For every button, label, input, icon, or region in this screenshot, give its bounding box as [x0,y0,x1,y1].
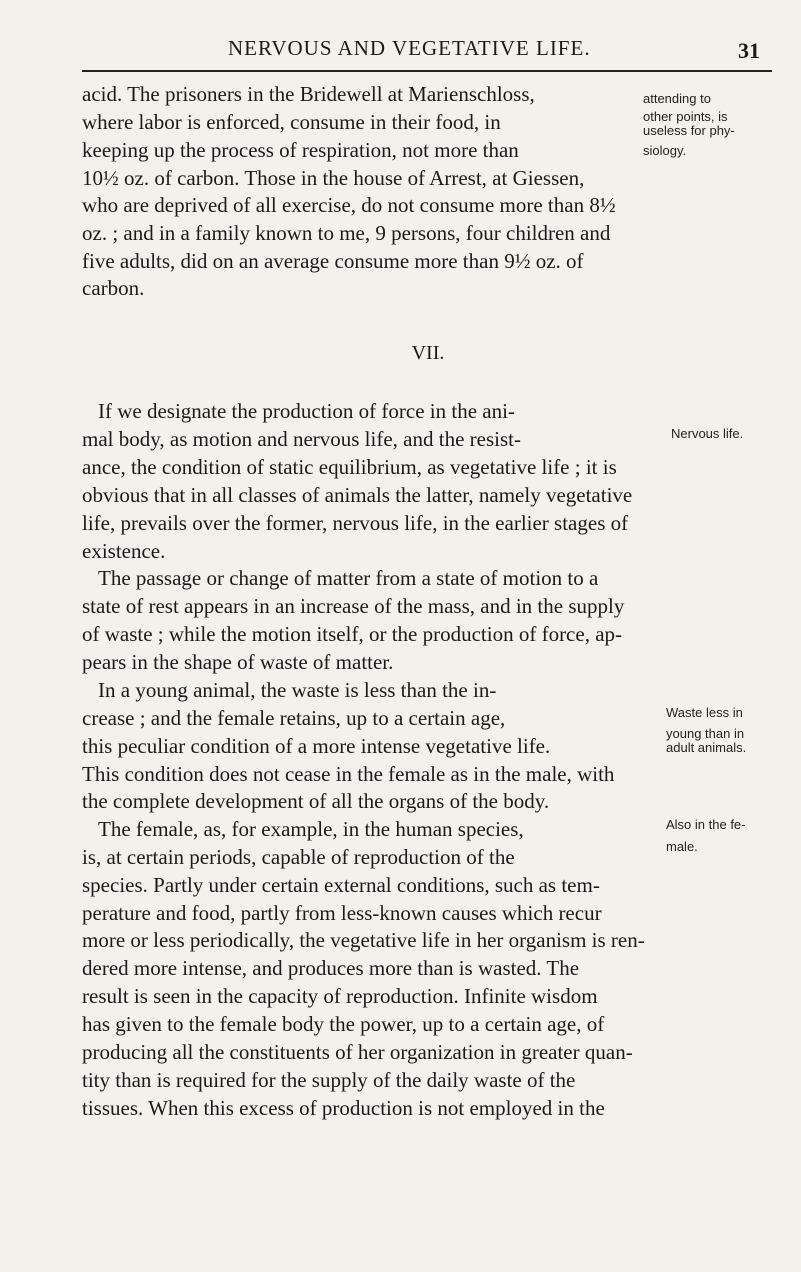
margin-note: siology. [643,143,687,158]
margin-note: Nervous life. [671,426,744,441]
text-line: obvious that in all classes of animals the latter, namely vegetative [82,483,633,507]
header-rule [82,70,772,72]
margin-note: Waste less in [666,705,743,720]
text-line: more or less periodically, the vegetative life in her organism is ren- [82,928,645,952]
text-line: life, prevails over the former, nervous life, in the earlier stages of [82,511,629,535]
section-number: VII. [411,342,445,364]
text-line: carbon. [82,276,145,300]
text-line: is, at certain periods, capable of reproduction of the [82,845,515,869]
text-line: The passage or change of matter from a state of motion to a [98,566,599,590]
text-line: of waste ; while the motion itself, or the production of force, ap- [82,622,623,646]
margin-note: young than in [666,726,745,741]
text-line: crease ; and the female retains, up to a certain age, [82,706,506,730]
text-line: pears in the shape of waste of matter. [82,650,394,674]
text-line: acid. The prisoners in the Bridewell at Marienschloss, [82,82,535,106]
margin-note: Also in the fe- [666,817,746,832]
text-line: producing all the constituents of her organization in greater quan- [82,1040,633,1064]
text-line: oz. ; and in a family known to me, 9 persons, four children and [82,221,611,245]
text-line: The female, as, for example, in the human species, [98,817,524,841]
text-line: dered more intense, and produces more than is wasted. The [82,956,580,980]
text-line: who are deprived of all exercise, do not consume more than 8½ [82,193,616,217]
page-header [0,36,801,76]
text-line: If we designate the production of force in the ani- [98,399,515,423]
margin-note: male. [666,839,698,854]
margin-note: adult animals. [666,740,747,755]
running-title: NERVOUS AND VEGETATIVE LIFE. [228,36,591,60]
margin-note: attending to [643,91,711,106]
text-line: This condition does not cease in the female as in the male, with [82,762,615,786]
text-line: 10½ oz. of carbon. Those in the house of Arrest, at Giessen, [82,166,585,190]
text-line: species. Partly under certain external conditions, such as tem- [82,873,600,897]
text-line: perature and food, partly from less-known causes which recur [82,901,602,925]
text-line: state of rest appears in an increase of the mass, and in the supply [82,594,625,618]
text-line: ance, the condition of static equilibrium, as vegetative life ; it is [82,455,617,479]
text-line: the complete development of all the organs of the body. [82,789,550,813]
text-line: has given to the female body the power, up to a certain age, of [82,1012,605,1036]
text-line: keeping up the process of respiration, not more than [82,138,519,162]
margin-note: useless for phy- [643,123,735,138]
text-line: where labor is enforced, consume in their food, in [82,110,501,134]
text-line: mal body, as motion and nervous life, and the resist- [82,427,521,451]
text-line: existence. [82,539,166,563]
text-line: tissues. When this excess of production is not employed in the [82,1096,605,1120]
margin-note: other points, is [643,109,728,124]
text-line: this peculiar condition of a more intense vegetative life. [82,734,551,758]
text-line: In a young animal, the waste is less than the in- [98,678,497,702]
text-line: tity than is required for the supply of the daily waste of the [82,1068,576,1092]
page-number: 31 [738,38,760,63]
text-line: five adults, did on an average consume more than 9½ oz. of [82,249,584,273]
text-line: result is seen in the capacity of reproduction. Infinite wisdom [82,984,598,1008]
